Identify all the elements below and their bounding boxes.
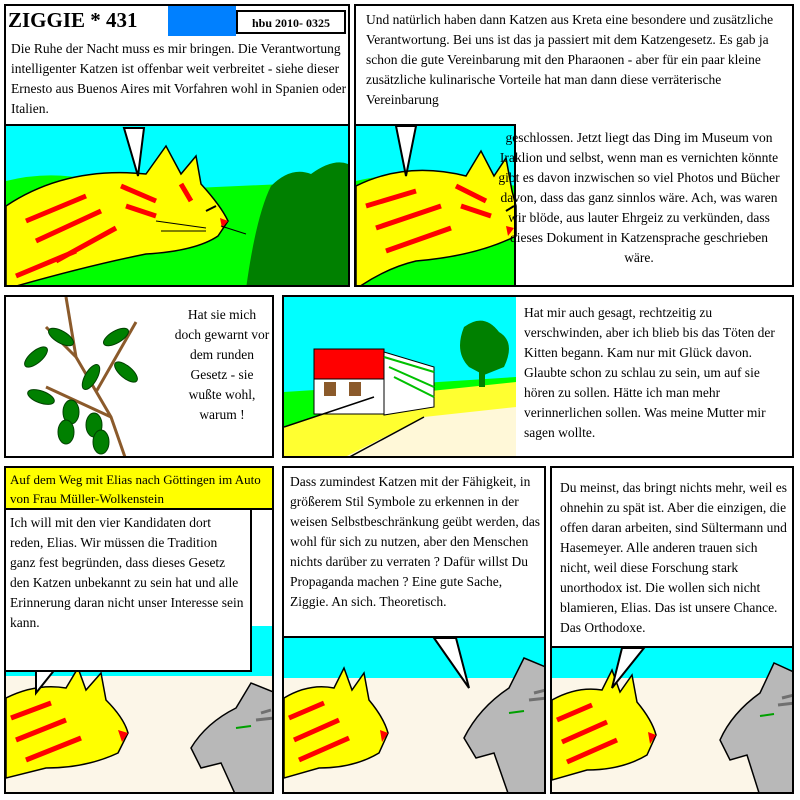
panel-6	[282, 466, 546, 794]
panel-4	[282, 295, 794, 458]
panel-2	[354, 4, 794, 287]
panel-2-text-top: Und natürlich haben dann Katzen aus Kreta eine besondere und zusätzliche Verantwortung. Bei uns ist das ja passiert mit dem Katzengesetz. Es gab ja schon die gute Vereinbarung mit den Pharaonen - aber für ein paar kleine zusätzliche kulinarische Vorteile hat man dann diese verräterische Vereinbarung	[366, 12, 774, 107]
panel-1-text: Die Ruhe der Nacht muss es mir bringen. Die Verantwortung intelligenter Katzen ist offenbar weit verbreitet - siehe dieser Ernesto aus Buenos Aires mit Vorfahren wohl in Spanien oder Italien.	[11, 41, 347, 116]
comic-title: ZIGGIE * 431	[8, 8, 138, 32]
panel-6-text: Dass zumindest Katzen mit der Fähigkeit, in größerem Stil Symbole zu erkennen in der weisen Selbstbeschränkung geübt werden, das wohl für sich zu nutzen, aber den Menschen nichts darüber zu verraten ? Dafür willst Du Propaganda machen ? Eine gute Sache, Ziggie. An sich. Theoretisch.	[290, 474, 541, 609]
title-blue-bar	[168, 6, 236, 36]
panel-7-text: Du meinst, das bringt nichts mehr, weil es ohnehin zu spät ist. Aber die einzigen, die offen daran arbeiten, sind Sültermann und Hasemeyer. Alle anderen trauen sich nicht, weil diese Forschung stark unorthodox ist. Die wollen sich nicht blamieren, Elias. Das ist unsere Chance. Das Orthodoxe.	[560, 480, 788, 635]
panel-3-text: Hat sie mich doch gewarnt vor dem runden Gesetz - sie wußte wohl, warum !	[174, 307, 270, 422]
panel-1-text-divider	[6, 124, 350, 126]
panel-5	[4, 466, 274, 794]
panel-5-caption: Auf dem Weg mit Elias nach Göttingen im Auto von Frau Müller-Wolkenstein	[6, 468, 272, 510]
panel-4-text: Hat mir auch gesagt, rechtzeitig zu verschwinden, aber ich blieb bis das Töten der Kitten begann. Kam nur mit Glück davon. Glaubte schon zu schlau zu sein, um auf sie hören zu sollen. Hätte ich man mehr verinnerlichen sollen. Was meine Mutter mir sagen wollte.	[524, 305, 775, 440]
panel-6-divider	[284, 636, 546, 638]
panel-1	[4, 4, 350, 287]
panel-5-speech: Ich will mit den vier Kandidaten dort reden, Elias. Wir müssen die Tradition ganz fest begründen, dass dieses Gesetz den Katzen unbekannt zu sein hat und alle Erinnerung daran nicht unser Interesse sein kann.	[4, 510, 252, 672]
panel-7	[550, 466, 794, 794]
panel-2-text-bottom: geschlossen. Jetzt liegt das Ding im Museum von Iraklion und selbst, wenn man es vernichten könnte gibt es davon inzwischen so viel Photos und Bücher davon, dass das ganz sinnlos wäre. Ach, was waren wir blöde, aus lauter Ehrgeiz zu verkünden, dass dieses Dokument in Katzensprache geschrieben wäre.	[498, 130, 780, 265]
comic-code: hbu 2010- 0325	[236, 10, 346, 34]
panel-3	[4, 295, 274, 458]
panel-2-divider-h	[356, 124, 516, 126]
panel-7-divider	[552, 646, 794, 648]
house-icon	[284, 297, 516, 458]
